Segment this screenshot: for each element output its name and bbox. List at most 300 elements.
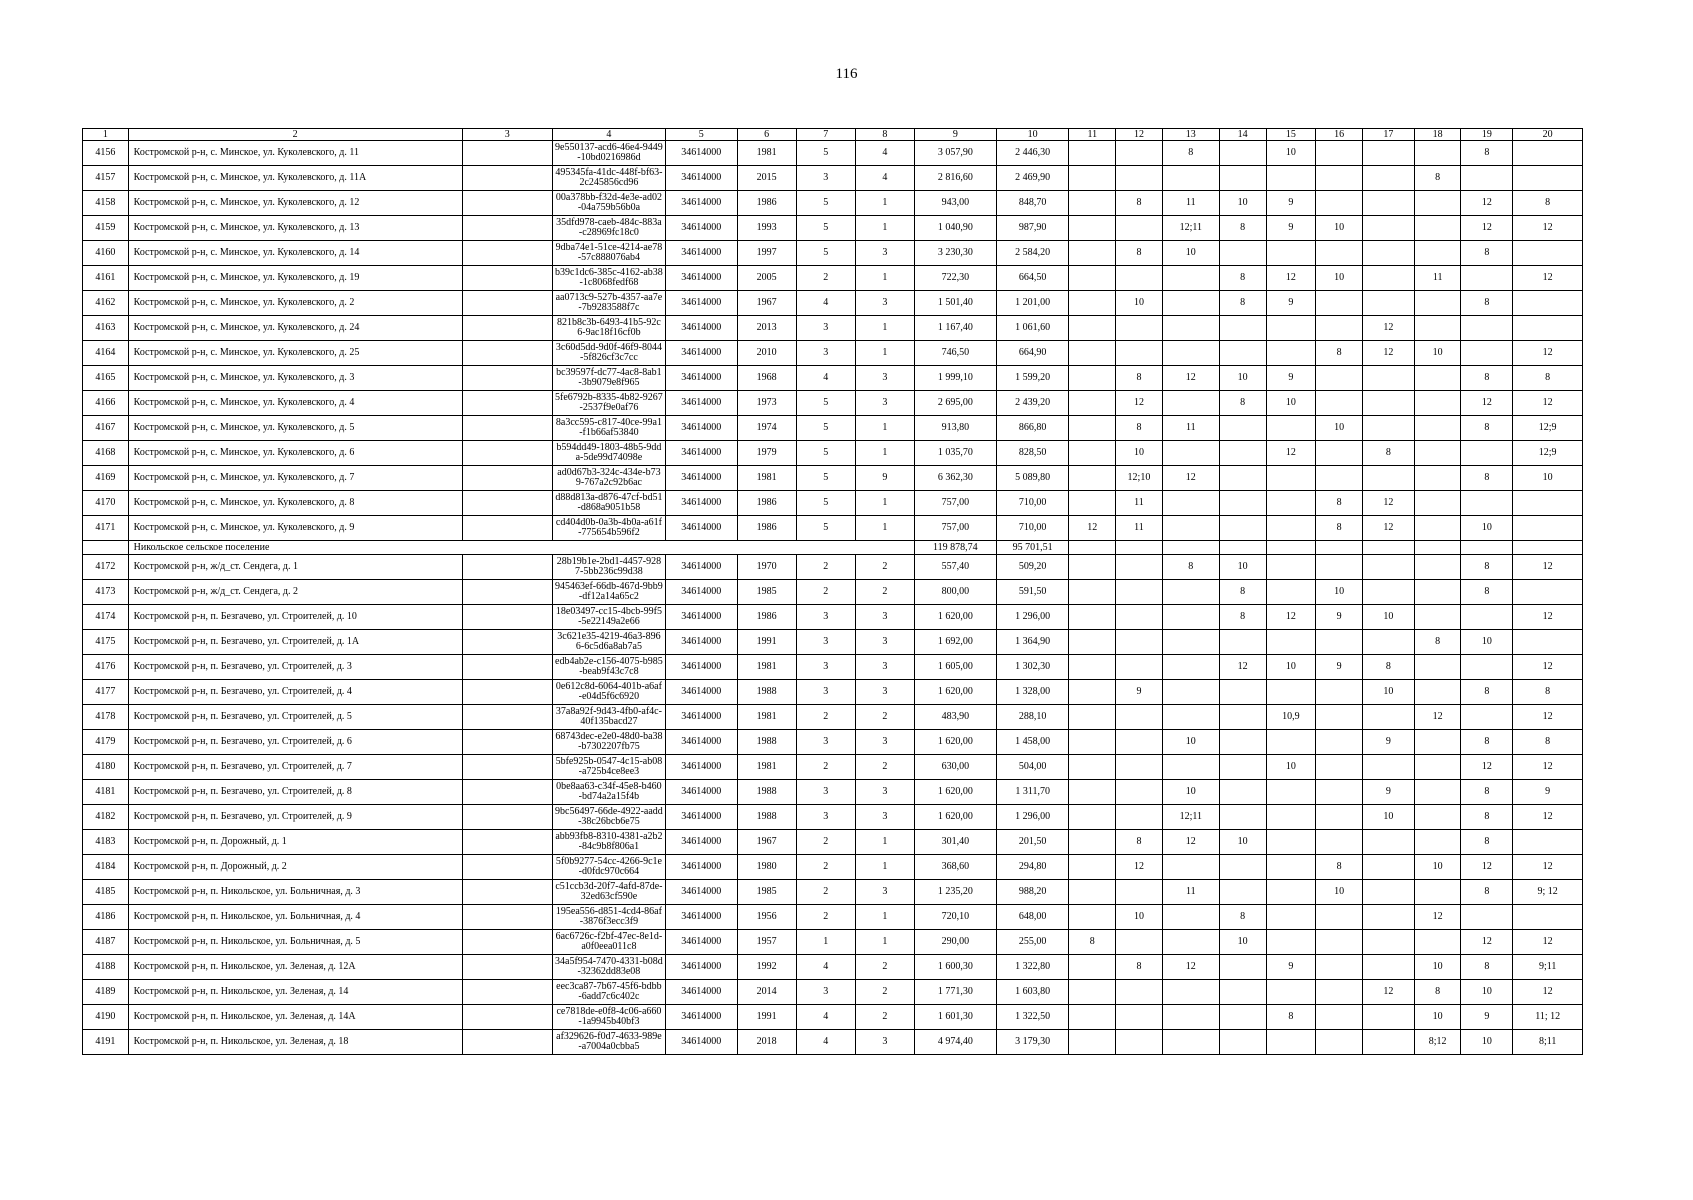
- entrances-cell: 1: [855, 855, 914, 880]
- column-17-cell: [1362, 466, 1414, 491]
- column-19-cell: [1461, 441, 1513, 466]
- column-12-cell: [1116, 1030, 1163, 1055]
- column-15-cell: 10: [1266, 655, 1316, 680]
- column-15-cell: [1266, 805, 1316, 830]
- column-18-cell: [1414, 930, 1461, 955]
- column-14-cell: 12: [1219, 655, 1266, 680]
- entrances-cell: 1: [855, 441, 914, 466]
- column-20-cell: 12: [1513, 605, 1583, 630]
- column-15-cell: [1266, 830, 1316, 855]
- table-row: [83, 366, 1583, 391]
- column-3-cell: [462, 980, 552, 1005]
- column-20-cell: [1513, 241, 1583, 266]
- entrances-cell: 3: [855, 291, 914, 316]
- column-19-cell: 8: [1461, 141, 1513, 166]
- column-14-cell: 8: [1219, 266, 1266, 291]
- floors-cell: 5: [796, 466, 855, 491]
- column-20-cell: [1513, 316, 1583, 341]
- column-14-cell: [1219, 855, 1266, 880]
- column-17-cell: 12: [1362, 516, 1414, 541]
- row-number: 4178: [83, 705, 129, 730]
- column-3-cell: [462, 1005, 552, 1030]
- year-built-cell: 2005: [737, 266, 796, 291]
- floors-cell: 4: [796, 955, 855, 980]
- column-15-cell: [1266, 855, 1316, 880]
- living-area-cell: 294,80: [996, 855, 1069, 880]
- table-row: [83, 580, 1583, 605]
- column-18-cell: [1414, 516, 1461, 541]
- column-13-cell: [1162, 391, 1219, 416]
- house-guid-cell: 18e03497-cc15-4bcb-99f5-5e22149a2e66: [552, 605, 665, 630]
- column-header-8: 8: [855, 129, 914, 141]
- column-13-cell: 10: [1162, 730, 1219, 755]
- column-3-cell: [462, 855, 552, 880]
- table-row: [83, 291, 1583, 316]
- column-14-cell: [1219, 466, 1266, 491]
- house-guid-cell: 495345fa-41dc-448f-bf63-2c245856cd96: [552, 166, 665, 191]
- column-20-cell: 12: [1513, 266, 1583, 291]
- living-area-cell: 710,00: [996, 491, 1069, 516]
- oktmo-cell: 34614000: [665, 266, 737, 291]
- floors-cell: 3: [796, 630, 855, 655]
- row-number: 4167: [83, 416, 129, 441]
- column-16-cell: [1316, 930, 1363, 955]
- address-cell: Костромской р-н, п. Никольское, ул. Зеленая, д. 14: [128, 980, 462, 1005]
- address-cell: Костромской р-н, п. Безгачево, ул. Строителей, д. 5: [128, 705, 462, 730]
- column-15-cell: [1266, 341, 1316, 366]
- column-16-cell: [1316, 555, 1363, 580]
- column-12-cell: 8: [1116, 366, 1163, 391]
- address-cell: Костромской р-н, п. Дорожный, д. 2: [128, 855, 462, 880]
- column-15-cell: 12: [1266, 441, 1316, 466]
- total-area-cell: 1 620,00: [914, 780, 996, 805]
- total-area-cell: 368,60: [914, 855, 996, 880]
- oktmo-cell: 34614000: [665, 466, 737, 491]
- column-header-2: 2: [128, 129, 462, 141]
- living-area-cell: 1 302,30: [996, 655, 1069, 680]
- column-header-20: 20: [1513, 129, 1583, 141]
- table-row: [83, 266, 1583, 291]
- living-area-cell: 201,50: [996, 830, 1069, 855]
- column-14-cell: [1219, 516, 1266, 541]
- living-area-cell: 255,00: [996, 930, 1069, 955]
- column-header-3: 3: [462, 129, 552, 141]
- column-13-cell: [1162, 1030, 1219, 1055]
- year-built-cell: 1980: [737, 855, 796, 880]
- column-18-cell: [1414, 316, 1461, 341]
- total-area-cell: 1 620,00: [914, 730, 996, 755]
- column-18-cell: [1414, 441, 1461, 466]
- column-11-cell: [1069, 855, 1116, 880]
- column-18-cell: [1414, 216, 1461, 241]
- column-20-cell: [1513, 580, 1583, 605]
- row-number: 4165: [83, 366, 129, 391]
- oktmo-cell: 34614000: [665, 491, 737, 516]
- column-11-cell: [1069, 655, 1116, 680]
- column-19-cell: 8: [1461, 780, 1513, 805]
- total-area-cell: 1 999,10: [914, 366, 996, 391]
- entrances-cell: 2: [855, 580, 914, 605]
- column-18-cell: [1414, 780, 1461, 805]
- year-built-cell: 1986: [737, 191, 796, 216]
- table-row: [83, 216, 1583, 241]
- column-12-cell: 9: [1116, 680, 1163, 705]
- row-number: 4183: [83, 830, 129, 855]
- column-16-cell: [1316, 705, 1363, 730]
- column-18-cell: [1414, 466, 1461, 491]
- total-area-cell: 1 501,40: [914, 291, 996, 316]
- house-guid-cell: 0be8aa63-c34f-45e8-b460-bd74a2a15f4b: [552, 780, 665, 805]
- living-area-cell: 988,20: [996, 880, 1069, 905]
- column-16-cell: 10: [1316, 216, 1363, 241]
- total-area-cell: 1 040,90: [914, 216, 996, 241]
- column-16-cell: [1316, 166, 1363, 191]
- house-guid-cell: 8a3cc595-c817-40ce-99a1-f1b66af53840: [552, 416, 665, 441]
- column-13-cell: [1162, 516, 1219, 541]
- column-15-cell: [1266, 241, 1316, 266]
- column-15-cell: [1266, 980, 1316, 1005]
- column-3-cell: [462, 605, 552, 630]
- living-area-cell: 3 179,30: [996, 1030, 1069, 1055]
- column-17-cell: [1362, 955, 1414, 980]
- oktmo-cell: 34614000: [665, 341, 737, 366]
- entrances-cell: 2: [855, 980, 914, 1005]
- column-18-cell: 11: [1414, 266, 1461, 291]
- column-18-cell: [1414, 366, 1461, 391]
- column-12-cell: 10: [1116, 291, 1163, 316]
- total-area-cell: 1 605,00: [914, 655, 996, 680]
- oktmo-cell: 34614000: [665, 241, 737, 266]
- year-built-cell: 1991: [737, 630, 796, 655]
- section-empty-cell: [1414, 541, 1461, 555]
- column-11-cell: [1069, 555, 1116, 580]
- column-11-cell: [1069, 191, 1116, 216]
- column-12-cell: 12: [1116, 855, 1163, 880]
- column-3-cell: [462, 705, 552, 730]
- column-19-cell: [1461, 491, 1513, 516]
- total-area-cell: 301,40: [914, 830, 996, 855]
- section-area-live: 95 701,51: [996, 541, 1069, 555]
- house-guid-cell: 00a378bb-f32d-4e3e-ad02-04a759b56b0a: [552, 191, 665, 216]
- column-15-cell: 12: [1266, 266, 1316, 291]
- column-18-cell: [1414, 491, 1461, 516]
- column-13-cell: [1162, 316, 1219, 341]
- column-17-cell: [1362, 291, 1414, 316]
- column-11-cell: [1069, 291, 1116, 316]
- column-14-cell: 10: [1219, 555, 1266, 580]
- column-3-cell: [462, 291, 552, 316]
- living-area-cell: 504,00: [996, 755, 1069, 780]
- column-14-cell: [1219, 680, 1266, 705]
- column-12-cell: 8: [1116, 955, 1163, 980]
- column-3-cell: [462, 441, 552, 466]
- column-3-cell: [462, 805, 552, 830]
- row-number: 4162: [83, 291, 129, 316]
- column-3-cell: [462, 166, 552, 191]
- row-number: 4174: [83, 605, 129, 630]
- table-row: [83, 855, 1583, 880]
- address-cell: Костромской р-н, ж/д_ст. Сендега, д. 1: [128, 555, 462, 580]
- column-17-cell: 10: [1362, 605, 1414, 630]
- column-17-cell: [1362, 630, 1414, 655]
- floors-cell: 3: [796, 341, 855, 366]
- column-14-cell: [1219, 755, 1266, 780]
- address-cell: Костромской р-н, п. Никольское, ул. Больничная, д. 4: [128, 905, 462, 930]
- column-19-cell: 9: [1461, 1005, 1513, 1030]
- column-13-cell: [1162, 605, 1219, 630]
- row-number: 4175: [83, 630, 129, 655]
- row-number: 4161: [83, 266, 129, 291]
- column-header-1: 1: [83, 129, 129, 141]
- column-header-13: 13: [1162, 129, 1219, 141]
- column-3-cell: [462, 391, 552, 416]
- column-17-cell: [1362, 1005, 1414, 1030]
- column-3-cell: [462, 516, 552, 541]
- column-13-cell: [1162, 1005, 1219, 1030]
- column-3-cell: [462, 780, 552, 805]
- column-20-cell: [1513, 516, 1583, 541]
- year-built-cell: 1981: [737, 755, 796, 780]
- entrances-cell: 9: [855, 466, 914, 491]
- column-17-cell: [1362, 1030, 1414, 1055]
- address-cell: Костромской р-н, п. Безгачево, ул. Строителей, д. 8: [128, 780, 462, 805]
- column-20-cell: 9; 12: [1513, 880, 1583, 905]
- column-17-cell: 8: [1362, 655, 1414, 680]
- column-15-cell: [1266, 316, 1316, 341]
- column-20-cell: 12;9: [1513, 441, 1583, 466]
- column-13-cell: [1162, 580, 1219, 605]
- column-header-14: 14: [1219, 129, 1266, 141]
- living-area-cell: 828,50: [996, 441, 1069, 466]
- column-11-cell: [1069, 466, 1116, 491]
- oktmo-cell: 34614000: [665, 905, 737, 930]
- living-area-cell: 1 458,00: [996, 730, 1069, 755]
- column-3-cell: [462, 730, 552, 755]
- column-16-cell: 10: [1316, 580, 1363, 605]
- column-18-cell: [1414, 830, 1461, 855]
- address-cell: Костромской р-н, с. Минское, ул. Куколевского, д. 8: [128, 491, 462, 516]
- column-20-cell: 12: [1513, 705, 1583, 730]
- column-14-cell: 10: [1219, 191, 1266, 216]
- column-3-cell: [462, 241, 552, 266]
- column-13-cell: [1162, 491, 1219, 516]
- floors-cell: 5: [796, 441, 855, 466]
- column-17-cell: [1362, 755, 1414, 780]
- oktmo-cell: 34614000: [665, 216, 737, 241]
- house-guid-cell: abb93fb8-8310-4381-a2b2-84c9b8f806a1: [552, 830, 665, 855]
- column-16-cell: [1316, 630, 1363, 655]
- column-3-cell: [462, 680, 552, 705]
- row-number: 4160: [83, 241, 129, 266]
- floors-cell: 4: [796, 366, 855, 391]
- floors-cell: 3: [796, 316, 855, 341]
- row-number: 4176: [83, 655, 129, 680]
- oktmo-cell: 34614000: [665, 830, 737, 855]
- column-12-cell: 8: [1116, 191, 1163, 216]
- year-built-cell: 1985: [737, 580, 796, 605]
- column-18-cell: [1414, 191, 1461, 216]
- column-15-cell: [1266, 680, 1316, 705]
- row-number: 4169: [83, 466, 129, 491]
- year-built-cell: 1986: [737, 605, 796, 630]
- entrances-cell: 1: [855, 341, 914, 366]
- oktmo-cell: 34614000: [665, 955, 737, 980]
- column-17-cell: [1362, 830, 1414, 855]
- column-3-cell: [462, 655, 552, 680]
- column-18-cell: 12: [1414, 705, 1461, 730]
- address-cell: Костромской р-н, п. Безгачево, ул. Строителей, д. 7: [128, 755, 462, 780]
- column-3-cell: [462, 316, 552, 341]
- entrances-cell: 4: [855, 141, 914, 166]
- column-11-cell: [1069, 316, 1116, 341]
- column-16-cell: [1316, 1030, 1363, 1055]
- column-number-row: [83, 129, 1583, 141]
- column-3-cell: [462, 266, 552, 291]
- oktmo-cell: 34614000: [665, 655, 737, 680]
- column-18-cell: 10: [1414, 341, 1461, 366]
- column-3-cell: [462, 905, 552, 930]
- column-11-cell: [1069, 391, 1116, 416]
- column-3-cell: [462, 1030, 552, 1055]
- column-14-cell: [1219, 730, 1266, 755]
- address-cell: Костромской р-н, с. Минское, ул. Куколевского, д. 14: [128, 241, 462, 266]
- section-row: [83, 541, 1583, 555]
- oktmo-cell: 34614000: [665, 630, 737, 655]
- address-cell: Костромской р-н, п. Безгачево, ул. Строителей, д. 4: [128, 680, 462, 705]
- living-area-cell: 1 311,70: [996, 780, 1069, 805]
- column-19-cell: 8: [1461, 466, 1513, 491]
- column-11-cell: [1069, 955, 1116, 980]
- column-header-19: 19: [1461, 129, 1513, 141]
- section-empty-cell: [1316, 541, 1363, 555]
- table-row: [83, 555, 1583, 580]
- oktmo-cell: 34614000: [665, 730, 737, 755]
- column-14-cell: 10: [1219, 366, 1266, 391]
- year-built-cell: 2018: [737, 1030, 796, 1055]
- house-guid-cell: 5bfe925b-0547-4c15-ab08-a725b4ce8ee3: [552, 755, 665, 780]
- column-19-cell: 12: [1461, 216, 1513, 241]
- column-11-cell: [1069, 341, 1116, 366]
- column-11-cell: [1069, 416, 1116, 441]
- address-cell: Костромской р-н, п. Безгачево, ул. Строителей, д. 6: [128, 730, 462, 755]
- column-15-cell: 10,9: [1266, 705, 1316, 730]
- column-20-cell: [1513, 291, 1583, 316]
- living-area-cell: 2 584,20: [996, 241, 1069, 266]
- floors-cell: 3: [796, 605, 855, 630]
- floors-cell: 5: [796, 191, 855, 216]
- section-empty-cell: [1461, 541, 1513, 555]
- living-area-cell: 710,00: [996, 516, 1069, 541]
- column-3-cell: [462, 491, 552, 516]
- table-row: [83, 491, 1583, 516]
- column-17-cell: 10: [1362, 680, 1414, 705]
- column-15-cell: [1266, 166, 1316, 191]
- year-built-cell: 2015: [737, 166, 796, 191]
- entrances-cell: 3: [855, 730, 914, 755]
- house-guid-cell: 3c621e35-4219-46a3-8966-6c5d6a8ab7a5: [552, 630, 665, 655]
- column-12-cell: [1116, 655, 1163, 680]
- column-13-cell: [1162, 680, 1219, 705]
- column-14-cell: [1219, 241, 1266, 266]
- column-16-cell: [1316, 466, 1363, 491]
- column-3-cell: [462, 216, 552, 241]
- column-header-12: 12: [1116, 129, 1163, 141]
- year-built-cell: 1991: [737, 1005, 796, 1030]
- living-area-cell: 509,20: [996, 555, 1069, 580]
- oktmo-cell: 34614000: [665, 930, 737, 955]
- column-18-cell: [1414, 555, 1461, 580]
- column-12-cell: 12: [1116, 391, 1163, 416]
- year-built-cell: 1988: [737, 780, 796, 805]
- address-cell: Костромской р-н, с. Минское, ул. Куколевского, д. 3: [128, 366, 462, 391]
- address-cell: Костромской р-н, п. Никольское, ул. Зеленая, д. 12А: [128, 955, 462, 980]
- column-20-cell: [1513, 491, 1583, 516]
- house-guid-cell: 68743dec-e2e0-48d0-ba38-b7302207fb75: [552, 730, 665, 755]
- table-row: [83, 780, 1583, 805]
- column-19-cell: 8: [1461, 955, 1513, 980]
- entrances-cell: 2: [855, 1005, 914, 1030]
- total-area-cell: 1 600,30: [914, 955, 996, 980]
- entrances-cell: 1: [855, 216, 914, 241]
- house-guid-cell: d88d813a-d876-47cf-bd51-d868a9051b58: [552, 491, 665, 516]
- column-19-cell: 8: [1461, 730, 1513, 755]
- floors-cell: 5: [796, 141, 855, 166]
- column-19-cell: 8: [1461, 555, 1513, 580]
- oktmo-cell: 34614000: [665, 805, 737, 830]
- address-cell: Костромской р-н, с. Минское, ул. Куколевского, д. 25: [128, 341, 462, 366]
- row-number: 4159: [83, 216, 129, 241]
- column-3-cell: [462, 555, 552, 580]
- column-16-cell: [1316, 805, 1363, 830]
- column-12-cell: 10: [1116, 905, 1163, 930]
- column-16-cell: 10: [1316, 266, 1363, 291]
- column-17-cell: [1362, 580, 1414, 605]
- year-built-cell: 1988: [737, 680, 796, 705]
- floors-cell: 4: [796, 1030, 855, 1055]
- column-20-cell: [1513, 166, 1583, 191]
- column-13-cell: [1162, 930, 1219, 955]
- table-row: [83, 416, 1583, 441]
- column-11-cell: [1069, 441, 1116, 466]
- total-area-cell: 913,80: [914, 416, 996, 441]
- house-guid-cell: 5fe6792b-8335-4b82-9267-2537f9e0af76: [552, 391, 665, 416]
- oktmo-cell: 34614000: [665, 755, 737, 780]
- column-18-cell: 12: [1414, 905, 1461, 930]
- column-3-cell: [462, 366, 552, 391]
- column-20-cell: 12: [1513, 805, 1583, 830]
- year-built-cell: 1957: [737, 930, 796, 955]
- house-guid-cell: 6ac6726c-f2bf-47ec-8e1d-a0f0eea011c8: [552, 930, 665, 955]
- column-12-cell: [1116, 780, 1163, 805]
- entrances-cell: 3: [855, 605, 914, 630]
- column-19-cell: [1461, 655, 1513, 680]
- oktmo-cell: 34614000: [665, 855, 737, 880]
- column-19-cell: 8: [1461, 830, 1513, 855]
- house-guid-cell: 37a8a92f-9d43-4fb0-af4c-40f135bacd27: [552, 705, 665, 730]
- row-number: 4181: [83, 780, 129, 805]
- column-16-cell: 8: [1316, 491, 1363, 516]
- column-14-cell: [1219, 416, 1266, 441]
- column-15-cell: 10: [1266, 391, 1316, 416]
- column-16-cell: [1316, 316, 1363, 341]
- row-number: 4179: [83, 730, 129, 755]
- column-19-cell: 12: [1461, 930, 1513, 955]
- page-number: 116: [835, 66, 858, 82]
- floors-cell: 5: [796, 241, 855, 266]
- column-13-cell: 12;11: [1162, 805, 1219, 830]
- column-3-cell: [462, 930, 552, 955]
- column-13-cell: 12;11: [1162, 216, 1219, 241]
